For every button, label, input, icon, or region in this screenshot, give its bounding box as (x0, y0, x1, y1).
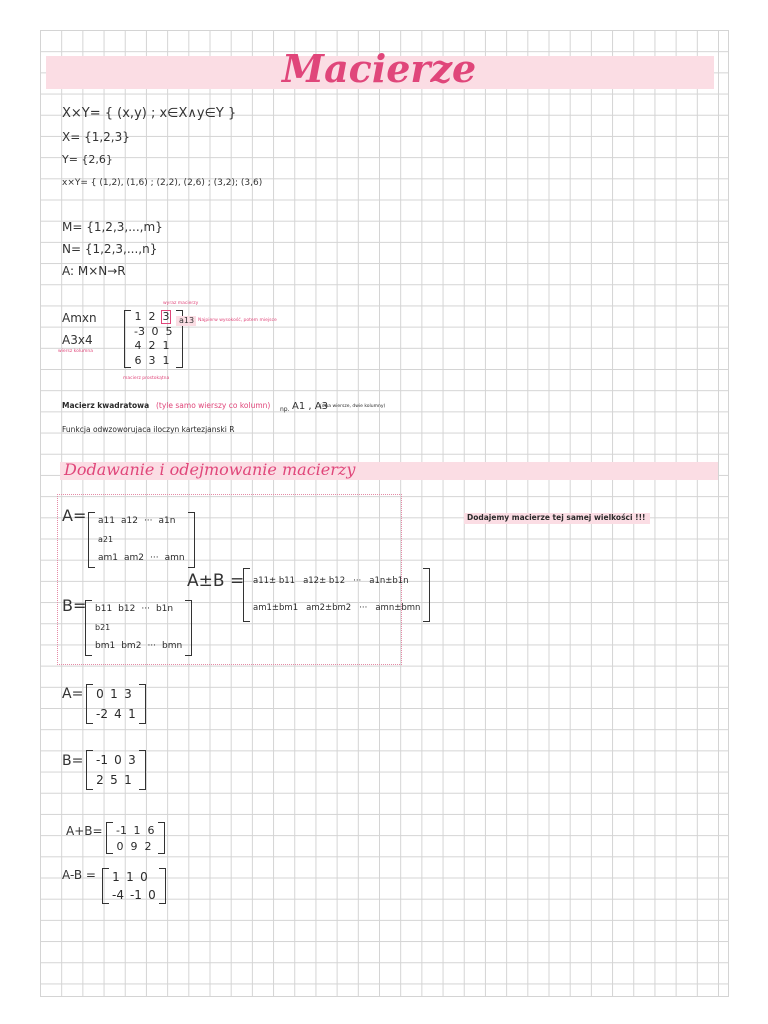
square-matrix-label: Macierz kwadratowa (62, 401, 150, 410)
square-matrix-example: A1 , A3 (292, 401, 328, 412)
section2-title: Dodawanie i odejmowanie macierzy (64, 460, 356, 479)
set-def-line-1: X×Y= { (x,y) ; x∈X∧y∈Y } (62, 106, 237, 121)
example-A-label: A= (62, 686, 84, 702)
mapping-line-2: N= {1,2,3,...,n} (62, 242, 158, 256)
element-label: a13 (179, 316, 195, 325)
square-matrix-example-prefix: np. (280, 406, 290, 413)
example-B-matrix: -1 0 3 2 5 1 (86, 750, 146, 790)
mapping-line-3: A: M×N→R (62, 264, 126, 278)
page-title: Macierze (282, 46, 477, 91)
general-B-label: B= (62, 596, 87, 615)
general-AB-matrix: a11± b11 a12± b12 ··· a1n±b1n am1±bm1 am2±bm2 ··· amn±bmn (243, 568, 430, 622)
set-def-line-3: Y= {2,6} (62, 153, 113, 166)
set-def-line-4: x×Y= { (1,2), (1,6) ; (2,2), (2,6) ; (3,2); (3,6) (62, 178, 263, 188)
square-matrix-note: (tyle samo wierszy co kolumn) (156, 401, 271, 410)
example-sum-label: A+B= (66, 824, 103, 838)
general-A-matrix: a11 a12 ··· a1n a21 am1 am2 ··· amn (88, 512, 195, 568)
function-line: Funkcja odwzoworujaca iloczyn kartezjanski R (62, 425, 235, 434)
example-diff-matrix: 1 1 0 -4 -1 0 (102, 868, 166, 904)
example-sum-matrix: -1 1 6 0 9 2 (106, 822, 165, 854)
general-A-label: A= (62, 506, 87, 525)
matrix-note-top: wyraz macierzy (163, 301, 199, 306)
set-def-line-2: X= {1,2,3} (62, 130, 130, 144)
element-note: Najpierw wysokość, potem miejsce (198, 318, 277, 323)
example-A-matrix: 0 1 3 -2 4 1 (86, 684, 146, 724)
side-note: Dodajemy macierze tej samej wielkości !!! (467, 513, 646, 522)
general-B-matrix: b11 b12 ··· b1n b21 bm1 bm2 ··· bmn (85, 600, 192, 656)
example-B-label: B= (62, 753, 84, 769)
general-AB-label: A±B = (187, 571, 245, 591)
example-matrix-4x3: 1 2 3 -3 0 5 4 2 1 6 3 1 (124, 310, 183, 368)
matrix-label-3x4: A3x4 (62, 333, 93, 347)
matrix-note-rows-cols: wiersz kolumna (58, 349, 93, 354)
example-diff-label: A-B = (62, 868, 96, 882)
matrix-note-bottom: macierz prostokątna (123, 376, 170, 381)
matrix-label-mxn: Amxn (62, 311, 97, 325)
square-matrix-example-note: (dwa wiersze, dwie kolumny) (320, 404, 386, 409)
mapping-line-1: M= {1,2,3,...,m} (62, 220, 163, 234)
